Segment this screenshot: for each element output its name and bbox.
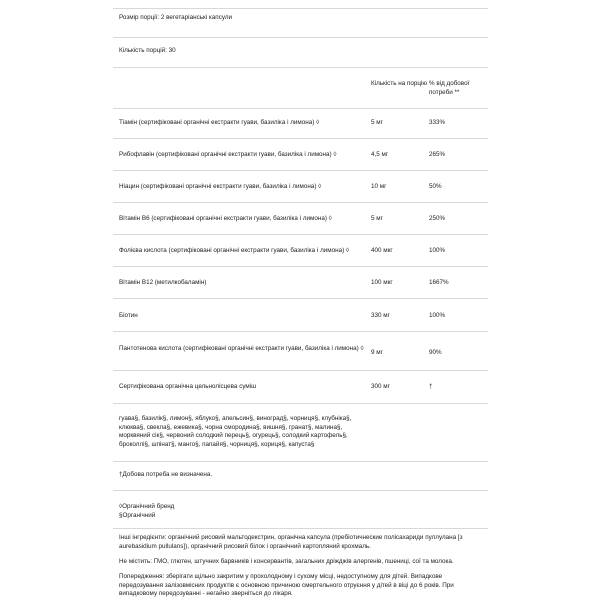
warning xyxy=(119,573,484,599)
blend-line: гуава§, базилік§, лимон§, яблуко§, апельсин§, виноград§, чорниця§, клубніка§, xyxy=(119,415,352,422)
nutrient-daily-value: 100% xyxy=(429,247,446,254)
nutrient-daily-value: 100% xyxy=(429,312,446,319)
daily-value-note xyxy=(119,471,484,480)
free-of-text: Не містить: ГМО, глютен, штучних барвників і консервантів, загальних дріжджів алергенів, пшениці, сої та молока. xyxy=(119,558,454,565)
nutrient-name: Тіамін (сертифіковані органічні екстракти гуави, базиліка і лимона) ◊ xyxy=(119,119,320,126)
divider xyxy=(113,108,488,109)
divider xyxy=(113,298,488,299)
nutrient-amount: 5 мг xyxy=(371,215,383,222)
nutrient-daily-value: † xyxy=(429,383,433,390)
other-ingredients xyxy=(119,534,484,551)
divider xyxy=(113,331,488,332)
divider xyxy=(113,370,488,371)
nutrient-name: Рибофлавін (сертифіковані органічні екстракти гуави, базиліка і лимона) ◊ xyxy=(119,151,337,158)
divider xyxy=(113,170,488,171)
divider xyxy=(113,234,488,235)
divider xyxy=(113,8,488,9)
nutrient-amount: 300 мг xyxy=(371,383,390,390)
free-of xyxy=(119,558,484,567)
divider xyxy=(113,528,488,529)
divider xyxy=(113,202,488,203)
symbol-note-organic-brand: ◊Органічний бренд xyxy=(119,503,175,510)
daily-value-note-text: †Добова потреба не визначена. xyxy=(119,471,213,478)
nutrient-name: Біотин xyxy=(119,312,138,319)
nutrient-daily-value: 250% xyxy=(429,215,446,222)
divider xyxy=(113,403,488,404)
supplement-facts-panel xyxy=(113,0,488,600)
blend-ingredients xyxy=(119,415,484,449)
blend-line: морквяний сік§, червоний солодкий перець§, огурець§, солодкий картофель§, xyxy=(119,432,348,439)
nutrient-name: Сертифікована органічна цельнолісцева суміш xyxy=(119,383,257,390)
nutrient-name: Вітамін B12 (метилкобаламін) xyxy=(119,279,207,286)
nutrient-name: Ніацин (сертифіковані органічні екстракти гуави, базиліка і лимона) ◊ xyxy=(119,183,322,190)
amount-per-serving-header: Кількість на порцію xyxy=(371,80,428,87)
nutrient-amount: 10 мг xyxy=(371,183,387,190)
divider xyxy=(113,490,488,491)
warning-line: випадковому передозуванні - негайно зверніться до лікаря. xyxy=(119,590,293,597)
nutrient-amount: 4,5 мг xyxy=(371,151,389,158)
nutrient-daily-value: 50% xyxy=(429,183,442,190)
nutrient-name: Фолієва кислота (сертифіковані органічні екстракти гуави, базиліка і лимона) ◊ xyxy=(119,247,350,254)
servings-per-container: Кількість порцій: 30 xyxy=(119,47,176,54)
divider xyxy=(113,67,488,68)
symbol-note-organic: §Органічний xyxy=(119,511,156,519)
nutrient-name: Вітамін B6 (сертифіковані органічні екстракти гуави, базиліка і лимона) ◊ xyxy=(119,215,332,222)
warning-line: передозування залізовмісних продуктів є основною причиною смертельного отруєння у дітей в віці до 6 років. При xyxy=(119,581,454,589)
nutrient-amount: 9 мг xyxy=(371,349,383,356)
divider xyxy=(113,461,488,462)
divider xyxy=(113,138,488,139)
nutrient-amount: 400 мкг xyxy=(371,247,393,254)
nutrient-daily-value: 333% xyxy=(429,119,446,126)
nutrient-daily-value: 90% xyxy=(429,349,442,356)
divider xyxy=(113,266,488,267)
daily-value-header: % від добової потреби ** xyxy=(429,80,470,96)
nutrient-name: Пантотенова кислота (сертифіковані органічні екстракти гуави, базиліка і лимона) ◊ xyxy=(119,345,364,352)
other-ingredients-line: Інші інгредієнти: органічний рисовий мальтодекстрин, органічна капсула (пребіотичнеские полісахариди пуллулана [з xyxy=(119,534,463,541)
nutrient-amount: 100 мкг xyxy=(371,279,393,286)
nutrient-daily-value: 265% xyxy=(429,151,446,158)
warning-line: Попередження: зберігати щільно закритим у прохолодному і сухому місці, недоступному для дітей. Випадкове xyxy=(119,573,443,580)
nutrient-amount: 330 мг xyxy=(371,312,390,319)
divider xyxy=(113,37,488,38)
serving-size: Розмір порції: 2 вегетаріанські капсули xyxy=(119,14,233,21)
other-ingredients-line: aurebasidium pullulans]), органічний рисовий білок і органічний картопляний крохмаль. xyxy=(119,542,371,550)
blend-line: броколлі§, шпінат§, манго§, папайя§, чорниця§, кориця§, капуста§ xyxy=(119,440,315,448)
nutrient-daily-value: 1667% xyxy=(429,279,449,286)
nutrient-amount: 5 мг xyxy=(371,119,383,126)
symbol-legend xyxy=(119,503,484,520)
blend-line: клюква§, свекла§, ежевика§, чорна смородина§, вишня§, гранат§, малина§, xyxy=(119,423,343,431)
